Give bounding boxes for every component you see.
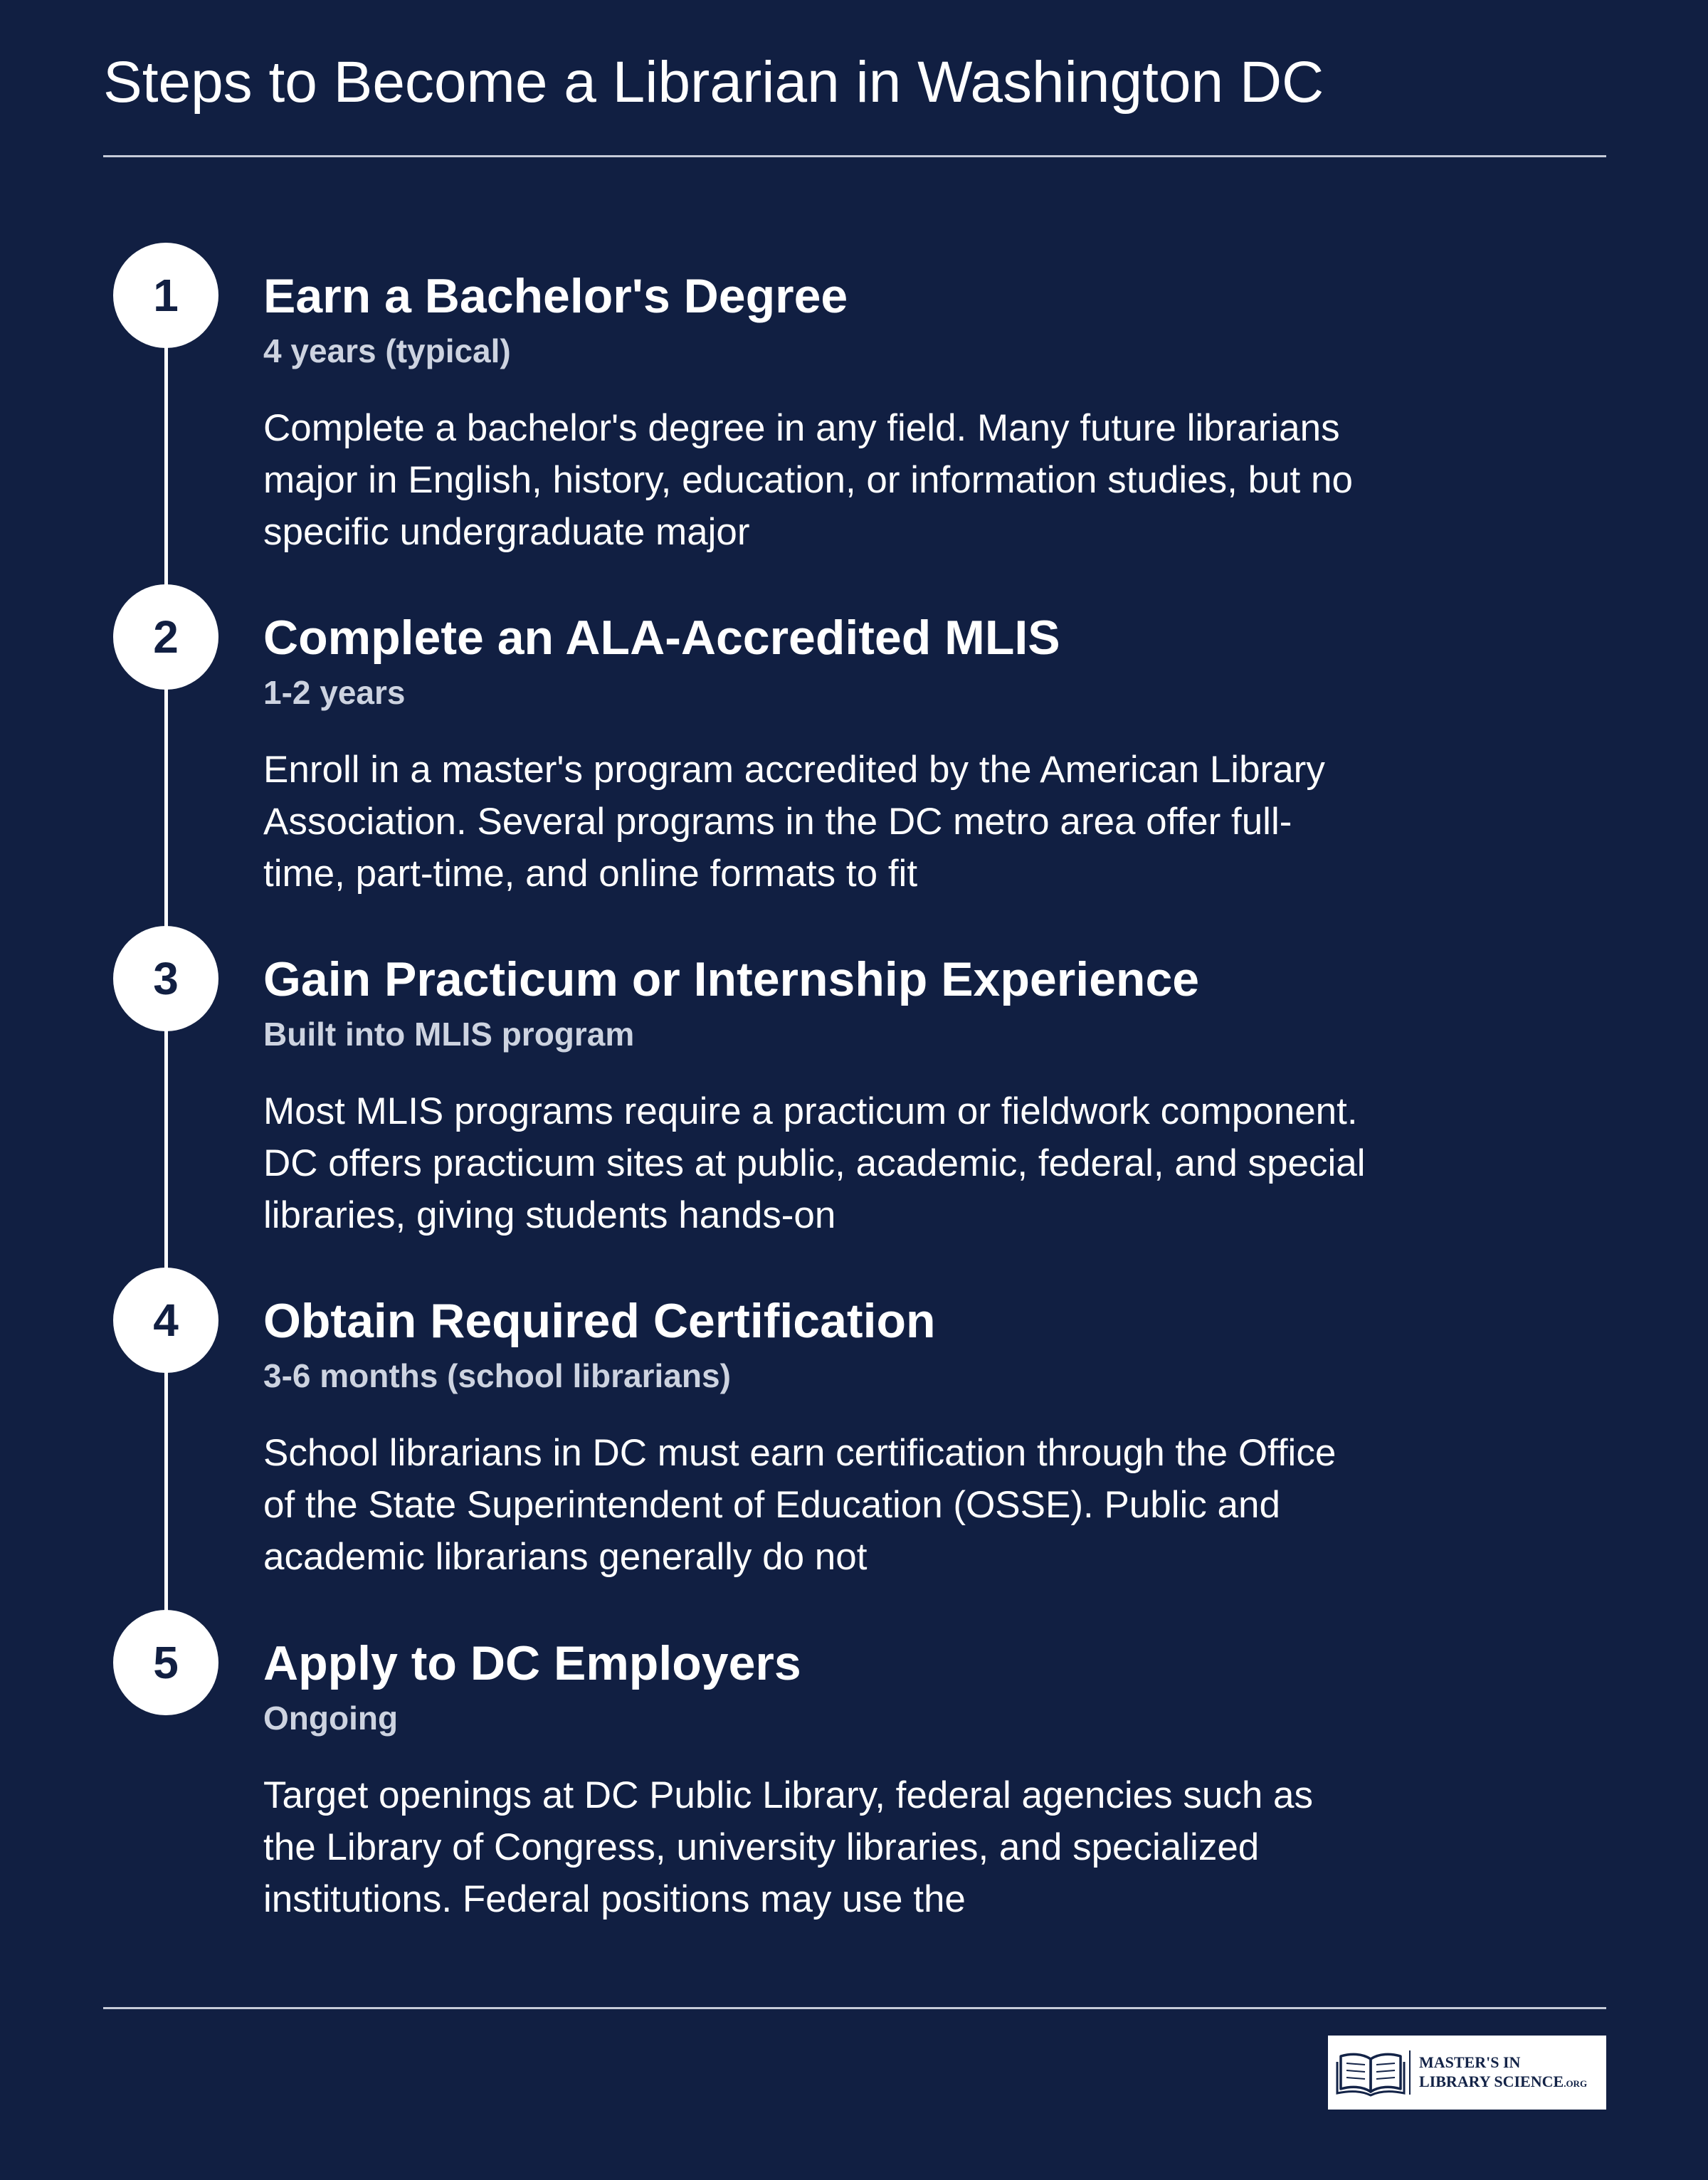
logo-line-2: LIBRARY SCIENCE [1419, 2072, 1564, 2090]
step-3-title: Gain Practicum or Internship Experience [263, 952, 1200, 1006]
logo-wordmark [1419, 2053, 1587, 2093]
open-book-icon [1335, 2048, 1406, 2097]
logo-line-1: MASTER'S IN [1419, 2053, 1521, 2071]
step-4 [263, 1290, 1374, 1583]
step-2-title: Complete an ALA-Accredited MLIS [263, 611, 1060, 665]
step-5-description: Target openings at DC Public Library, federal agencies such as the Library of Congress, university libraries, and specialized institutions. Federal positions may use the [263, 1774, 1313, 1920]
step-3-description: Most MLIS programs require a practicum or fieldwork component. DC offers practicum sites at public, academic, federal, and special libraries, giving students hands-on [263, 1090, 1366, 1236]
footer-divider [103, 2007, 1606, 2009]
step-4-title: Obtain Required Certification [263, 1294, 936, 1348]
step-1-description: Complete a bachelor's degree in any field. Many future librarians major in English, history, education, or information studies, but no specific undergraduate major [263, 407, 1353, 553]
title-divider [103, 155, 1606, 157]
logo-suffix: .ORG [1564, 2078, 1588, 2089]
step-2-duration: 1-2 years [263, 674, 406, 711]
step-2-number: 2 [113, 584, 218, 690]
logo-divider [1409, 2050, 1411, 2095]
step-1-duration: 4 years (typical) [263, 332, 511, 369]
step-3-duration: Built into MLIS program [263, 1016, 635, 1053]
step-5-title: Apply to DC Employers [263, 1636, 801, 1690]
step-1 [263, 265, 1374, 558]
step-2 [263, 607, 1374, 900]
step-3-number: 3 [113, 926, 218, 1031]
page-title: Steps to Become a Librarian in Washington DC [103, 50, 1324, 115]
step-3 [263, 949, 1374, 1241]
step-1-number: 1 [113, 243, 218, 348]
step-2-description: Enroll in a master's program accredited by the American Library Association. Several programs in the DC metro area offer full-time, part-time, and online formats to fit [263, 749, 1325, 895]
step-5-number: 5 [113, 1610, 218, 1715]
step-5 [263, 1633, 1374, 1925]
step-5-duration: Ongoing [263, 1700, 399, 1737]
step-1-title: Earn a Bachelor's Degree [263, 269, 848, 323]
step-4-number: 4 [113, 1268, 218, 1373]
step-4-duration: 3-6 months (school librarians) [263, 1357, 731, 1394]
site-logo[interactable] [1328, 2036, 1606, 2110]
step-4-description: School librarians in DC must earn certification through the Office of the State Superintendent of Education (OSSE). Public and academic librarians generally do not [263, 1432, 1337, 1578]
